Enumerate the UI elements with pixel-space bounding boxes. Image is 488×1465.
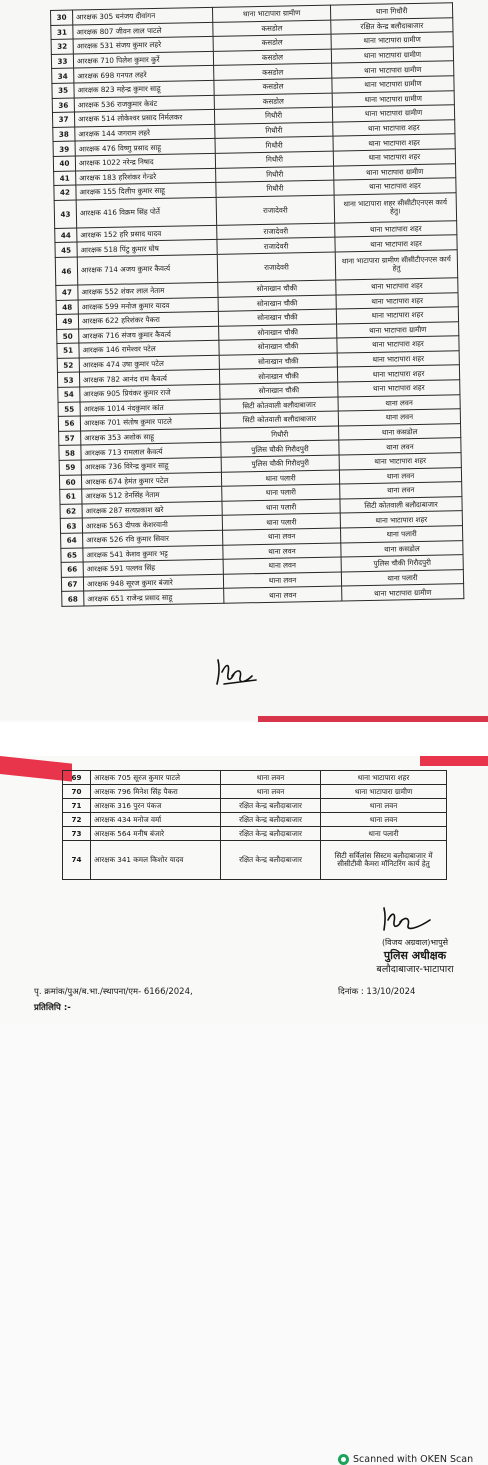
new-posting-cell: थाना भाटापारा ग्रामीण	[321, 785, 447, 799]
employee-name-cell: आरक्षक 905 प्रियंकर कुमार राजे	[80, 384, 220, 401]
serial-number-cell: 45	[55, 242, 77, 257]
serial-number-cell: 48	[56, 300, 78, 315]
serial-number-cell: 73	[63, 827, 91, 841]
new-posting-cell: थाना भाटापारा ग्रामीण	[332, 76, 454, 93]
officer-signature-block	[350, 938, 480, 976]
copy-to-heading: प्रतिलिपि :-	[34, 1003, 71, 1013]
new-posting-cell: सिटी कोतवाली बलौदाबाजार	[340, 496, 462, 513]
current-posting-cell: रक्षित केन्द्र बलौदाबाजार	[221, 799, 321, 813]
employee-name-cell: आरक्षक 518 पिंटु कुमार घोष	[77, 240, 217, 257]
serial-number-cell: 56	[58, 416, 80, 431]
new-posting-cell: थाना गिधौरी	[330, 3, 452, 20]
employee-name-cell: आरक्षक 782 आनंद राम कैवर्त्य	[79, 370, 219, 387]
employee-name-cell: आरक्षक 807 जीवन लाल पाटले	[73, 22, 213, 39]
current-posting-cell: गिधौरी	[215, 136, 333, 153]
current-posting-cell: सोनाखान चौकी	[219, 338, 337, 355]
employee-name-cell: आरक्षक 183 हरिशंकर गेन्डरे	[76, 168, 216, 185]
serial-number-cell: 59	[59, 460, 81, 475]
new-posting-cell: थाना भाटापारा ग्रामीण सीसीटीएनएस कार्य हेतु	[335, 250, 458, 280]
current-posting-cell: पुलिस चौकी गिरौदपुरी	[221, 440, 339, 457]
current-posting-cell: रक्षित केन्द्र बलौदाबाजार	[221, 841, 321, 880]
employee-name-cell: आरक्षक 514 लोकेश्वर प्रसाद निर्मलकर	[74, 110, 214, 127]
current-posting-cell: सोनाखान चौकी	[218, 295, 336, 312]
serial-number-cell: 42	[54, 185, 76, 200]
current-posting-cell: थाना लवन	[221, 785, 321, 799]
new-posting-cell: थाना भाटापारा शहर	[336, 292, 458, 309]
serial-number-cell: 31	[51, 25, 73, 40]
current-posting-cell: सिटी कोतवाली बलौदाबाजार	[220, 411, 338, 428]
employee-name-cell: आरक्षक 476 विष्णु प्रसाद साहू	[75, 139, 215, 156]
current-posting-cell: सोनाखान चौकी	[218, 280, 336, 297]
employee-name-cell: आरक्षक 674 हेमंत कुमार पटेल	[81, 472, 221, 489]
current-posting-cell: राजादेवरी	[217, 223, 335, 240]
new-posting-cell: थाना भाटापारा ग्रामीण	[332, 90, 454, 107]
officer-signature	[378, 904, 438, 934]
serial-number-cell: 40	[53, 156, 75, 171]
current-posting-cell: सोनाखान चौकी	[219, 368, 337, 385]
serial-number-cell: 72	[63, 813, 91, 827]
current-posting-cell: कसडोल	[213, 49, 331, 66]
employee-name-cell: आरक्षक 287 सत्यप्रकाश खरे	[82, 501, 222, 518]
current-posting-cell: थाना लवन	[223, 572, 341, 589]
employee-name-cell: आरक्षक 541 केशव कुमार भट्ट	[83, 545, 223, 562]
current-posting-cell: थाना पलारी	[221, 470, 339, 487]
current-posting-cell: गिधौरी	[216, 180, 334, 197]
new-posting-cell: थाना भाटापारा शहर	[334, 178, 456, 195]
serial-number-cell: 51	[57, 343, 79, 358]
current-posting-cell: थाना लवन	[223, 557, 341, 574]
employee-name-cell: आरक्षक 144 जगराम लहरे	[75, 124, 215, 141]
current-posting-cell: कसडोल	[213, 34, 331, 51]
new-posting-cell: थाना भाटापारा शहर	[340, 511, 462, 528]
employee-name-cell: आरक्षक 701 संतोष कुमार पाटले	[80, 414, 220, 431]
employee-name-cell: आरक्षक 713 रामलाल कैवर्त्य	[81, 443, 221, 460]
current-posting-cell: राजादेवरी	[216, 195, 335, 225]
current-posting-cell: सोनाखान चौकी	[219, 324, 337, 341]
serial-number-cell: 57	[59, 431, 81, 446]
officer-designation: पुलिस अधीक्षक	[383, 948, 447, 962]
current-posting-cell: सोनाखान चौकी	[220, 382, 338, 399]
employee-name-cell: आरक्षक 416 विक्रम सिंह पोर्ते	[76, 197, 217, 228]
serial-number-cell: 44	[55, 228, 77, 243]
employee-name-cell: आरक्षक 1014 नंदकुमार कांत	[80, 399, 220, 416]
serial-number-cell: 47	[56, 285, 78, 300]
officer-district: बलौदाबाजार-भाटापारा	[376, 963, 454, 975]
new-posting-cell: थाना भाटापारा शहर	[333, 134, 455, 151]
new-posting-cell: थाना भाटापारा शहर	[338, 380, 460, 397]
employee-name-cell: आरक्षक 599 मनोज कुमार यादव	[78, 297, 218, 314]
serial-number-cell: 60	[59, 475, 81, 490]
new-posting-cell: थाना लवन	[339, 467, 461, 484]
current-posting-cell: थाना पलारी	[222, 484, 340, 501]
new-posting-cell: थाना लवन	[338, 409, 460, 426]
current-posting-cell: गिधौरी	[215, 151, 333, 168]
new-posting-cell: थाना भाटापारा शहर सीसीटीएनएस कार्य हेतु।	[334, 192, 457, 222]
order-reference: पृ. क्रमांक/पुअ/ब.भा./स्थापना/एम- 6166/2024,	[34, 987, 193, 997]
serial-number-cell: 33	[51, 54, 73, 69]
current-posting-cell: थाना पलारी	[222, 513, 340, 530]
current-posting-cell: कसडोल	[214, 78, 332, 95]
new-posting-cell: थाना भाटापारा ग्रामीण	[331, 47, 453, 64]
current-posting-cell: राजादेवरी	[217, 237, 335, 254]
page-edge-red-strip-right	[420, 756, 488, 766]
transfer-table-body	[63, 771, 447, 880]
table-row	[63, 799, 447, 813]
current-posting-cell: कसडोल	[214, 93, 332, 110]
employee-name-cell: आरक्षक 564 मनीष बंजारे	[91, 827, 221, 841]
transfer-table-page-2	[62, 770, 447, 880]
serial-number-cell: 34	[52, 68, 74, 83]
new-posting-cell: थाना भाटापारा शहर	[335, 235, 457, 252]
serial-number-cell: 74	[63, 841, 91, 880]
transfer-table-page-1	[50, 2, 464, 607]
employee-name-cell: आरक्षक 710 पिलेश कुमार कुर्रे	[73, 51, 213, 68]
employee-name-cell: आरक्षक 1022 नरेन्द्र निषाद	[75, 153, 215, 170]
current-posting-cell: सोनाखान चौकी	[219, 353, 337, 370]
employee-name-cell: आरक्षक 948 सूरज कुमार बंजारे	[83, 574, 223, 591]
serial-number-cell: 53	[57, 372, 79, 387]
scanner-watermark-text: Scanned with OKEN Scan	[353, 1454, 474, 1465]
employee-name-cell: आरक्षक 823 महेन्द्र कुमार साहू	[74, 80, 214, 97]
new-posting-cell: थाना भाटापारा शहर	[337, 365, 459, 382]
new-posting-cell: थाना लवन	[338, 394, 460, 411]
current-posting-cell: थाना लवन	[224, 586, 342, 603]
current-posting-cell: थाना भाटापारा ग्रामीण	[212, 5, 330, 22]
transfer-table-body	[51, 3, 464, 607]
serial-number-cell: 37	[52, 112, 74, 127]
serial-number-cell: 30	[51, 10, 73, 25]
new-posting-cell: सिटी सर्विलांस सिस्टम बलौदाबाजार में सीसीटीवी कैमरा मॉनिटरिंग कार्य हेतु	[321, 841, 447, 880]
new-posting-cell: थाना भाटापारा ग्रामीण	[332, 105, 454, 122]
current-posting-cell: गिधौरी	[215, 122, 333, 139]
current-posting-cell: रक्षित केन्द्र बलौदाबाजार	[221, 813, 321, 827]
serial-number-cell: 55	[58, 402, 80, 417]
current-posting-cell: गिधौरी	[221, 426, 339, 443]
current-posting-cell: पुलिस चौकी गिरौदपुरी	[221, 455, 339, 472]
new-posting-cell: थाना भाटापारा शहर	[336, 278, 458, 295]
employee-name-cell: आरक्षक 651 राजेन्द्र प्रसाद साहू	[84, 589, 224, 606]
serial-number-cell: 58	[59, 445, 81, 460]
new-posting-cell: थाना भाटापारा ग्रामीण	[332, 61, 454, 78]
serial-number-cell: 54	[58, 387, 80, 402]
new-posting-cell: थाना भाटापारा शहर	[333, 149, 455, 166]
serial-number-cell: 43	[54, 200, 77, 228]
table-row	[63, 771, 447, 785]
current-posting-cell: सोनाखान चौकी	[218, 309, 336, 326]
scanner-logo-icon	[338, 1454, 349, 1465]
new-posting-cell: थाना लवन	[339, 438, 461, 455]
current-posting-cell: रक्षित केन्द्र बलौदाबाजार	[221, 827, 321, 841]
serial-number-cell: 36	[52, 98, 74, 113]
serial-number-cell: 63	[60, 518, 82, 533]
serial-number-cell: 64	[61, 533, 83, 548]
new-posting-cell: थाना भाटापारा शहर	[337, 351, 459, 368]
employee-name-cell: आरक्षक 591 पल्लव सिंह	[83, 559, 223, 576]
serial-number-cell: 62	[60, 504, 82, 519]
serial-number-cell: 69	[63, 771, 91, 785]
current-posting-cell: कसडोल	[214, 63, 332, 80]
new-posting-cell: थाना भाटापारा शहर	[335, 220, 457, 237]
employee-name-cell: आरक्षक 716 संजय कुमार कैवर्त्य	[79, 326, 219, 343]
table-row	[63, 827, 447, 841]
new-posting-cell: थाना पलारी	[340, 526, 462, 543]
new-posting-cell: थाना भाटापारा शहर	[333, 120, 455, 137]
new-posting-cell: थाना लवन	[340, 482, 462, 499]
employee-name-cell: आरक्षक 705 सूरज कुमार पाटले	[91, 771, 221, 785]
new-posting-cell: थाना भाटापारा ग्रामीण	[331, 32, 453, 49]
current-posting-cell: गिधौरी	[214, 107, 332, 124]
employee-name-cell: आरक्षक 152 हरि प्रसाद यादव	[77, 225, 217, 242]
employee-name-cell: आरक्षक 736 विरेन्द्र कुमार साहू	[81, 457, 221, 474]
employee-name-cell: आरक्षक 622 हरिशंकर पैकरा	[78, 311, 218, 328]
new-posting-cell: थाना भाटापारा ग्रामीण	[337, 321, 459, 338]
serial-number-cell: 52	[57, 358, 79, 373]
table-row	[63, 785, 447, 799]
employee-name-cell: आरक्षक 714 अजय कुमार कैवर्त्य	[77, 254, 218, 285]
employee-name-cell: आरक्षक 552 शंकर लाल नेताम	[78, 282, 218, 299]
new-posting-cell: थाना लवन	[321, 813, 447, 827]
scanned-page-1	[0, 0, 488, 720]
employee-name-cell: आरक्षक 563 दीपक केशरवानी	[82, 516, 222, 533]
employee-name-cell: आरक्षक 353 अशोक साहू	[81, 428, 221, 445]
serial-number-cell: 38	[53, 127, 75, 142]
current-posting-cell: राजादेवरी	[217, 252, 336, 282]
current-posting-cell: कसडोल	[213, 20, 331, 37]
new-posting-cell: पुलिस चौकी गिरौदपुरी	[341, 555, 463, 572]
new-posting-cell: थाना भाटापारा ग्रामीण	[342, 584, 464, 601]
new-posting-cell: थाना कसडोल	[339, 424, 461, 441]
new-posting-cell: थाना भाटापारा शहर	[337, 336, 459, 353]
employee-name-cell: आरक्षक 536 राजकुमार केवंट	[74, 95, 214, 112]
serial-number-cell: 35	[52, 83, 74, 98]
new-posting-cell: थाना भाटापारा शहर	[321, 771, 447, 785]
serial-number-cell: 50	[57, 329, 79, 344]
table-row	[63, 813, 447, 827]
current-posting-cell: थाना लवन	[223, 543, 341, 560]
new-posting-cell: रक्षित केन्द्र बलौदाबाजार	[331, 17, 453, 34]
table-row	[63, 841, 447, 880]
new-posting-cell: थाना लवन	[321, 799, 447, 813]
employee-name-cell: आरक्षक 316 पुरन पंकज	[91, 799, 221, 813]
current-posting-cell: गिधौरी	[216, 166, 334, 183]
employee-name-cell: आरक्षक 434 मनोज वर्मा	[91, 813, 221, 827]
officer-name: (विजय अग्रवाल)भापुसे	[381, 938, 449, 947]
serial-number-cell: 41	[54, 171, 76, 186]
new-posting-cell: थाना भाटापारा शहर	[336, 307, 458, 324]
employee-name-cell: आरक्षक 155 दिलीप कुमार साहू	[76, 182, 216, 199]
employee-name-cell: आरक्षक 146 रामेश्वर पटेल	[79, 341, 219, 358]
serial-number-cell: 70	[63, 785, 91, 799]
employee-name-cell: आरक्षक 474 उषा कुमार पटेल	[79, 355, 219, 372]
current-posting-cell: थाना पलारी	[222, 499, 340, 516]
serial-number-cell: 32	[51, 39, 73, 54]
serial-number-cell: 46	[55, 257, 78, 285]
serial-number-cell: 49	[56, 314, 78, 329]
employee-name-cell: आरक्षक 341 कमल किशोर यादव	[91, 841, 221, 880]
serial-number-cell: 67	[61, 577, 83, 592]
scanner-watermark	[338, 1454, 473, 1465]
serial-number-cell: 39	[53, 141, 75, 156]
serial-number-cell: 66	[61, 562, 83, 577]
serial-number-cell: 61	[60, 489, 82, 504]
order-date: दिनांक : 13/10/2024	[338, 987, 416, 997]
serial-number-cell: 65	[61, 548, 83, 563]
current-posting-cell: थाना लवन	[223, 528, 341, 545]
employee-name-cell: आरक्षक 531 संजय कुमार लहरे	[73, 37, 213, 54]
employee-name-cell: आरक्षक 512 डेनसिंह नेताम	[82, 487, 222, 504]
new-posting-cell: थाना पलारी	[321, 827, 447, 841]
serial-number-cell: 71	[63, 799, 91, 813]
new-posting-cell: थाना भाटापारा ग्रामीण	[334, 163, 456, 180]
signature-initials	[212, 654, 260, 688]
current-posting-cell: सिटी कोतवाली बलौदाबाजार	[220, 397, 338, 414]
employee-name-cell: आरक्षक 305 धनंजय दीवांगन	[73, 7, 213, 24]
employee-name-cell: आरक्षक 526 रवि कुमार सिवार	[83, 530, 223, 547]
current-posting-cell: थाना लवन	[221, 771, 321, 785]
employee-name-cell: आरक्षक 698 गनपत लहरे	[74, 66, 214, 83]
new-posting-cell: थाना कसडोल	[341, 540, 463, 557]
serial-number-cell: 68	[62, 591, 84, 606]
new-posting-cell: थाना पलारी	[341, 569, 463, 586]
employee-name-cell: आरक्षक 796 मिनेश सिंह पैकरा	[91, 785, 221, 799]
new-posting-cell: थाना भाटापारा शहर	[339, 453, 461, 470]
